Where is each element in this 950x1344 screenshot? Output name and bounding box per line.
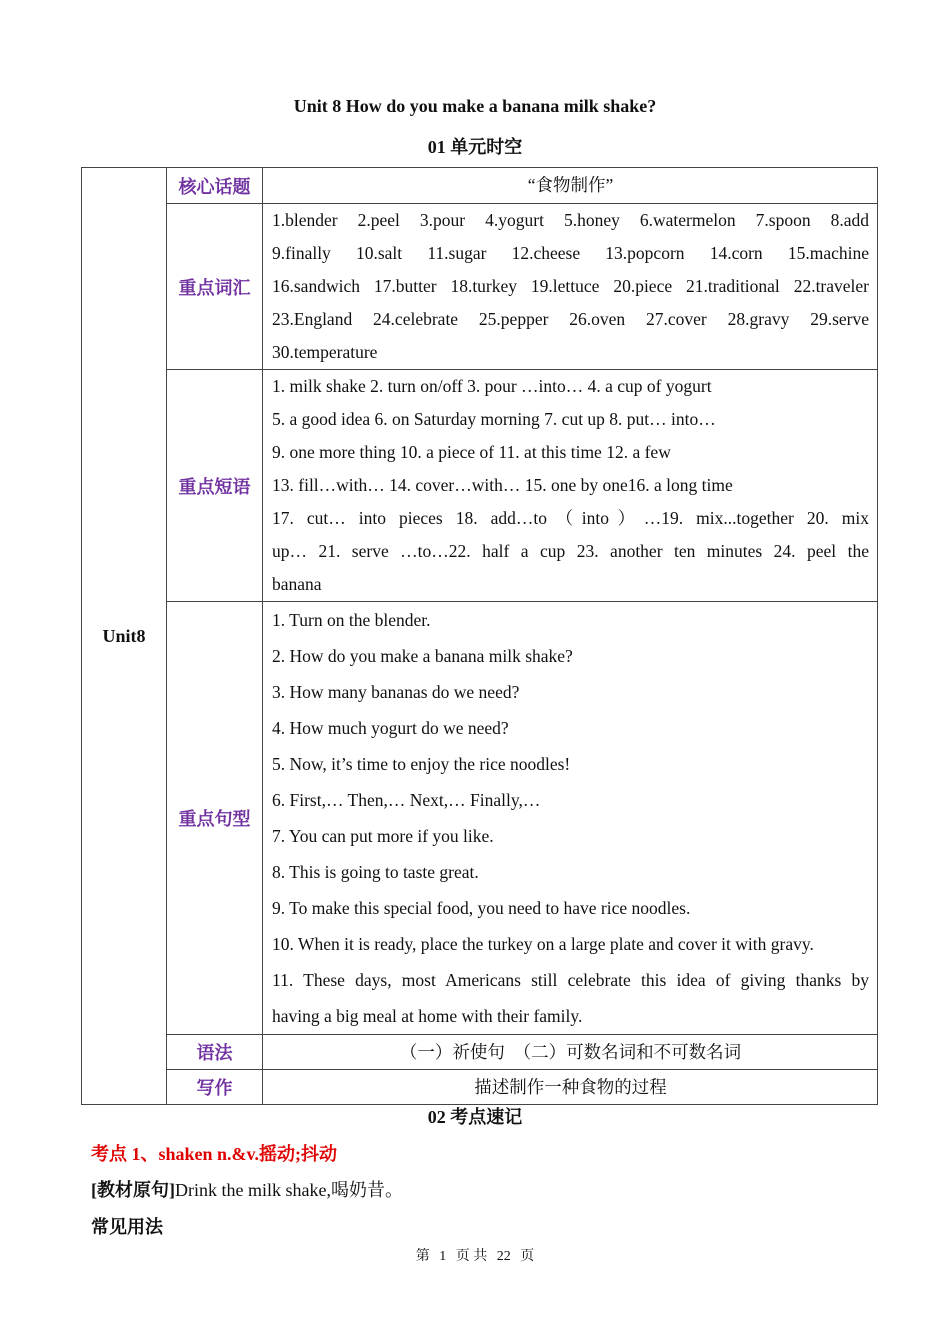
phrase-line: up… 21. serve …to…22. half a cup 23. another ten minutes 24. peel the (272, 541, 869, 561)
topic-content: “食物制作” (263, 168, 878, 204)
textbook-original-sentence (91, 1176, 403, 1202)
sentence-line: 4. How much yogurt do we need? (272, 718, 509, 738)
phrase-line: 9. one more thing 10. a piece of 11. at this time 12. a few (272, 442, 671, 462)
phrase-line: 17. cut… into pieces 18. add…to（into）…19. mix...together 20. mix (272, 508, 869, 528)
sentence-line: 10. When it is ready, place the turkey on a large plate and cover it with gravy. (272, 934, 814, 954)
row-label-topic: 核心话题 (167, 168, 263, 204)
row-label-vocab: 重点词汇 (167, 204, 263, 370)
vocab-line: 9.finally 10.salt 11.sugar 12.cheese 13.popcorn 14.corn 15.machine (272, 243, 869, 263)
row-label-grammar: 语法 (167, 1035, 263, 1070)
section-heading-unit-overview: 01 单元时空 (427, 137, 523, 157)
grammar-content: （一）祈使句 （二）可数名词和不可数名词 (263, 1035, 878, 1070)
phrase-line: 1. milk shake 2. turn on/off 3. pour …into… 4. a cup of yogurt (272, 376, 712, 396)
footer-page-number: 1 (439, 1249, 447, 1264)
sentences-content (263, 602, 878, 1035)
footer-total-pages: 22 (496, 1249, 511, 1264)
row-label-writing: 写作 (167, 1070, 263, 1105)
orig-text: Drink the milk shake,喝奶昔。 (175, 1180, 403, 1200)
unit-overview-table (81, 167, 878, 1105)
sentence-line: 6. First,… Then,… Next,… Finally,… (272, 790, 541, 810)
writing-content: 描述制作一种食物的过程 (263, 1070, 878, 1105)
sentence-line: 9. To make this special food, you need to have rice noodles. (272, 898, 691, 918)
sentence-line: 1. Turn on the blender. (272, 610, 431, 630)
row-label-phrases: 重点短语 (167, 370, 263, 602)
footer-mid: 页 共 (455, 1249, 488, 1264)
key-point-title: 考点 1、shaken n.&v.摇动;抖动 (91, 1144, 338, 1164)
sentence-line: 5. Now, it’s time to enjoy the rice noodles! (272, 754, 571, 774)
sentence-line: having a big meal at home with their family. (272, 1006, 583, 1026)
document-title: Unit 8 How do you make a banana milk shake? (293, 96, 657, 116)
row-label-sentences: 重点句型 (167, 602, 263, 1035)
section-heading-key-points: 02 考点速记 (427, 1107, 523, 1127)
page-footer (0, 1245, 950, 1265)
sentence-line: 7. You can put more if you like. (272, 826, 494, 846)
footer-pre: 第 (415, 1249, 430, 1264)
sentence-line: 3. How many bananas do we need? (272, 682, 520, 702)
phrase-line: 5. a good idea 6. on Saturday morning 7. cut up 8. put… into… (272, 409, 716, 429)
vocab-line: 30.temperature (272, 342, 378, 362)
phrases-content (263, 370, 878, 602)
phrase-line: 13. fill…with… 14. cover…with… 15. one by one16. a long time (272, 475, 733, 495)
vocab-line: 16.sandwich 17.butter 18.turkey 19.lettuce 20.piece 21.traditional 22.traveler (272, 276, 869, 296)
vocab-line: 1.blender 2.peel 3.pour 4.yogurt 5.honey 6.watermelon 7.spoon 8.add (272, 210, 869, 230)
unit-label-cell: Unit8 (82, 168, 167, 1105)
footer-post: 页 (520, 1249, 535, 1264)
common-usage-heading: 常见用法 (91, 1217, 163, 1237)
sentence-line: 8. This is going to taste great. (272, 862, 479, 882)
sentence-line: 2. How do you make a banana milk shake? (272, 646, 573, 666)
vocab-content (263, 204, 878, 370)
vocab-line: 23.England 24.celebrate 25.pepper 26.oven 27.cover 28.gravy 29.serve (272, 309, 869, 329)
sentence-line: 11. These days, most Americans still celebrate this idea of giving thanks by (272, 970, 869, 990)
orig-label: [教材原句] (91, 1180, 175, 1200)
phrase-line: banana (272, 574, 322, 594)
